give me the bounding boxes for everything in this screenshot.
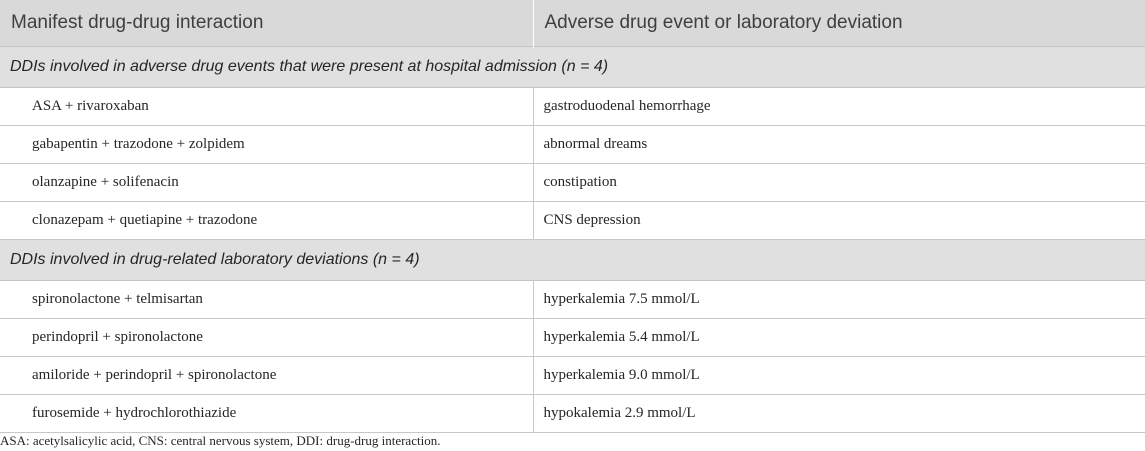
event-cell: gastroduodenal hemorrhage xyxy=(533,88,1145,126)
table-row xyxy=(0,395,1145,433)
table-row xyxy=(0,281,1145,319)
table-row xyxy=(0,202,1145,240)
column-header-event: Adverse drug event or laboratory deviation xyxy=(533,0,1145,47)
event-cell: hyperkalemia 5.4 mmol/L xyxy=(533,319,1145,357)
section-title: DDIs involved in adverse drug events that were present at hospital admission (n = 4) xyxy=(0,47,1145,88)
event-cell: hyperkalemia 7.5 mmol/L xyxy=(533,281,1145,319)
interaction-cell: olanzapine + solifenacin xyxy=(0,164,533,202)
interaction-cell: gabapentin + trazodone + zolpidem xyxy=(0,126,533,164)
interaction-cell: perindopril + spironolactone xyxy=(0,319,533,357)
column-header-interaction: Manifest drug-drug interaction xyxy=(0,0,533,47)
event-cell: hypokalemia 2.9 mmol/L xyxy=(533,395,1145,433)
table-row xyxy=(0,126,1145,164)
table-row xyxy=(0,319,1145,357)
table-header-row xyxy=(0,0,1145,47)
table-row xyxy=(0,164,1145,202)
event-cell: CNS depression xyxy=(533,202,1145,240)
interaction-cell: clonazepam + quetiapine + trazodone xyxy=(0,202,533,240)
interaction-cell: spironolactone + telmisartan xyxy=(0,281,533,319)
section-header-row xyxy=(0,47,1145,88)
section-header-row xyxy=(0,240,1145,281)
table-row xyxy=(0,88,1145,126)
event-cell: hyperkalemia 9.0 mmol/L xyxy=(533,357,1145,395)
section-title: DDIs involved in drug-related laboratory deviations (n = 4) xyxy=(0,240,1145,281)
event-cell: constipation xyxy=(533,164,1145,202)
interaction-cell: amiloride + perindopril + spironolactone xyxy=(0,357,533,395)
interaction-cell: furosemide + hydrochlorothiazide xyxy=(0,395,533,433)
table-row xyxy=(0,357,1145,395)
event-cell: abnormal dreams xyxy=(533,126,1145,164)
table-footnote: ASA: acetylsalicylic acid, CNS: central nervous system, DDI: drug-drug interaction. xyxy=(0,433,441,448)
interaction-cell: ASA + rivaroxaban xyxy=(0,88,533,126)
